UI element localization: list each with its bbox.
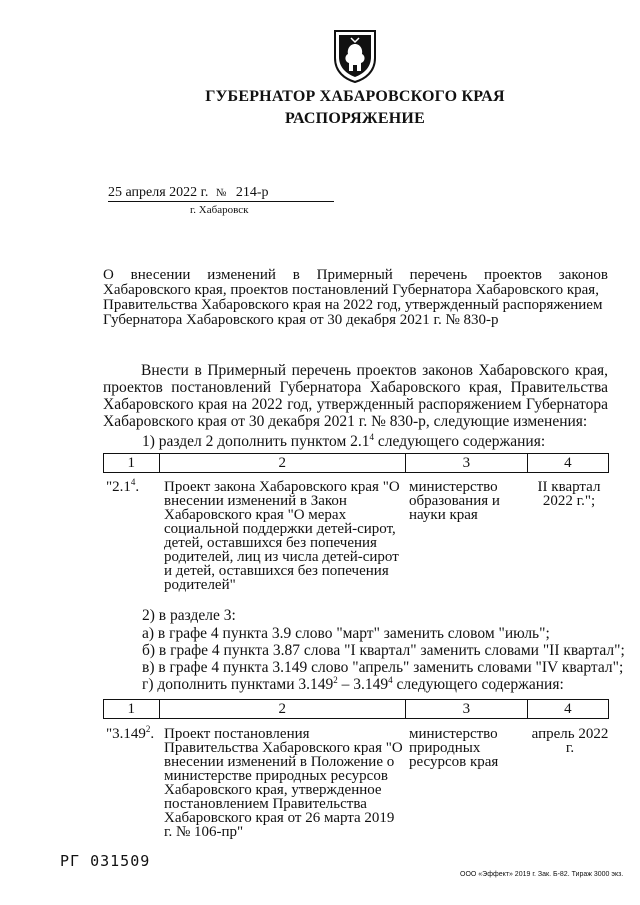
col-header-1: 1 [104, 454, 160, 473]
intro-paragraph: Внести в Примерный перечень проектов законов Хабаровского края, проектов постановлений Губернатора Хабаровского края, Правительства Хабаровского края на 2022 год, утвержденный распоряжением Губернатора Хабаровского края от 30 декабря 2021 г. № 830-р, следующие изменения: [103, 362, 608, 430]
row2-text: Проект постановления Правительства Хабаровского края "О внесении изменений в Положение о министерстве природных ресурсов Хабаровского края, утвержденное постановлением Правительства Хабаровского края от 26 марта 2019 г. № 106-пр" [164, 726, 403, 840]
table-1-header [103, 453, 609, 473]
subject-line-4: Губернатора Хабаровского края от 30 декабря 2021 г. № 830-р [103, 312, 499, 328]
authority-title: ГУБЕРНАТОР ХАБАРОВСКОГО КРАЯ [205, 88, 505, 105]
row1-text: Проект закона Хабаровского края "О внесении изменений в Закон Хабаровского края "О мерах социальной поддержки детей-сирот, детей, оставшихся без попечения родителей, лиц из числа детей-сирот и детей, оставшихся без попечения родителей" [164, 479, 400, 593]
date-number-line [108, 185, 334, 202]
col-header-3: 3 [405, 454, 527, 473]
table-2-header [103, 699, 609, 719]
row2-term: апрель 2022 г. [531, 726, 609, 756]
col-header-2: 2 [159, 700, 405, 719]
document-date: 25 апреля 2022 г. [108, 185, 209, 200]
item-2d: г) дополнить пунктами 3.149$^2$ – 3.149$^4$ следующего содержания: [142, 674, 564, 693]
item-2c: в) в графе 4 пункта 3.149 слово "апрель" заменить словами "IV квартал"; [142, 659, 624, 676]
form-serial-number: РГ 031509 [60, 852, 151, 870]
subject-line-3: Правительства Хабаровского края на 2022 год, утвержденный распоряжением [103, 297, 603, 313]
item-1: 1) раздел 2 дополнить пунктом $2.1^4$ следующего содержания: [142, 431, 546, 450]
col-header-1: 1 [104, 700, 160, 719]
row1-term: II квартал 2022 г."; [537, 479, 601, 509]
printer-imprint: ООО «Эффект» 2019 г. Зак. Б-82. Тираж 3000 экз. [460, 871, 624, 878]
document-subject [103, 268, 608, 328]
document-city: г. Хабаровск [190, 204, 249, 216]
col-header-4: 4 [527, 700, 608, 719]
row2-executor: министерство природных ресурсов края [409, 726, 499, 770]
col-header-3: 3 [405, 700, 527, 719]
document-number: 214-р [235, 185, 269, 200]
col-header-2: 2 [159, 454, 405, 473]
item-2a: а) в графе 4 пункта 3.9 слово "март" заменить словом "июль"; [142, 625, 550, 642]
subject-line-2: Хабаровского края, проектов постановлений Губернатора Хабаровского края, [103, 282, 599, 298]
document-type: РАСПОРЯЖЕНИЕ [285, 110, 425, 127]
row2-number: "3.149$^2$. [106, 724, 155, 742]
row1-executor: министерство образования и науки края [409, 479, 500, 523]
item-2b: б) в графе 4 пункта 3.87 слова "I квартал" заменить словами "II квартал"; [142, 642, 625, 659]
coat-of-arms-emblem [332, 28, 378, 84]
row1-number: "$2.1^4$. [106, 477, 140, 495]
number-prefix: № [215, 187, 227, 199]
item-2: 2) в разделе 3: [142, 607, 236, 624]
subject-line-1: О внесении изменений в Примерный перечень проектов законов [103, 267, 608, 283]
col-header-4: 4 [527, 454, 608, 473]
